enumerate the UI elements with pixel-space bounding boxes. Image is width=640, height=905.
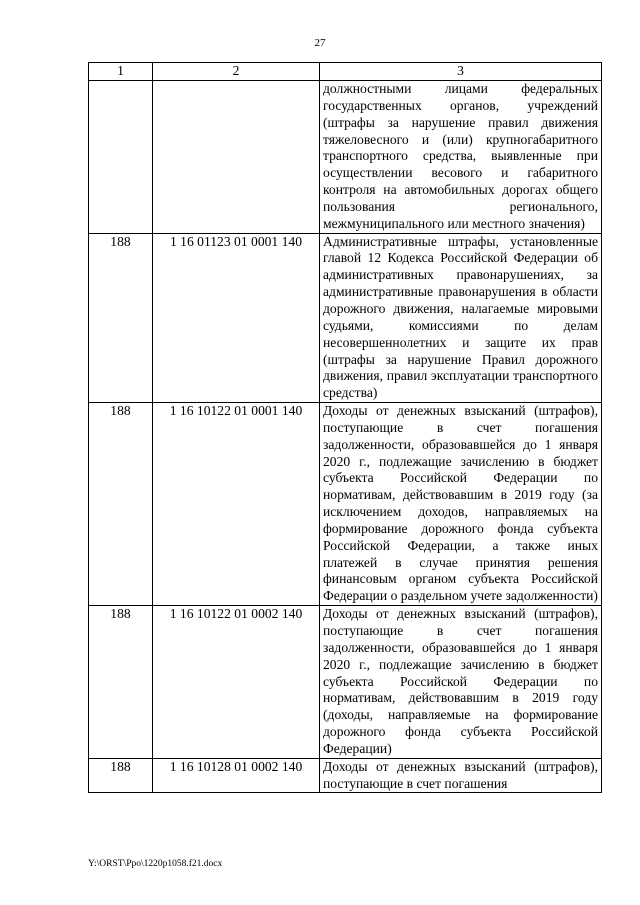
table-row	[89, 81, 602, 234]
table-row	[89, 758, 602, 793]
admin-code-cell: 188	[89, 758, 153, 793]
table-row	[89, 403, 602, 606]
budget-code-cell: 1 16 01123 01 0001 140	[153, 233, 320, 402]
header-col-2: 2	[153, 63, 320, 81]
page-number: 27	[314, 37, 326, 49]
budget-codes-table	[88, 62, 602, 793]
file-path-footer: Y:\ORST\Ppo\1220p1058.f21.docx	[88, 859, 223, 869]
header-col-3: 3	[320, 63, 602, 81]
budget-code-cell: 1 16 10122 01 0001 140	[153, 403, 320, 606]
admin-code-cell: 188	[89, 606, 153, 759]
table-header-row	[89, 63, 602, 81]
budget-code-cell: 1 16 10122 01 0002 140	[153, 606, 320, 759]
table-row	[89, 233, 602, 402]
description-cell: Доходы от денежных взысканий (штрафов), поступающие в счет погашения задолженности, образовавшейся до 1 января 2020 г., подлежащие зачислению в бюджет субъекта Российской Федерации по нормативам, действовавшим в 2019 году (за исключением доходов, направляемых на формирование дорожного фонда субъекта Российской Федерации, а также иных платежей в случае принятия решения финансовым органом субъекта Российской Федерации о раздельном учете задолженности)	[320, 403, 602, 606]
budget-code-cell: 1 16 10128 01 0002 140	[153, 758, 320, 793]
table-row	[89, 606, 602, 759]
budget-code-cell	[153, 81, 320, 234]
admin-code-cell: 188	[89, 233, 153, 402]
admin-code-cell: 188	[89, 403, 153, 606]
description-cell: Административные штрафы, установленные главой 12 Кодекса Российской Федерации об административных правонарушениях, за административные правонарушения в области дорожного движения, налагаемые мировыми судьями, комиссиями по делам несовершеннолетних и защите их прав (штрафы за нарушение Правил дорожного движения, правил эксплуатации транспортного средства)	[320, 233, 602, 402]
admin-code-cell	[89, 81, 153, 234]
description-cell: должностными лицами федеральных государственных органов, учреждений (штрафы за нарушение правил движения тяжеловесного и (или) крупногабаритного транспортного средства, выявленные при осуществлении весового и габаритного контроля на автомобильных дорогах общего пользования регионального, межмуниципального или местного значения)	[320, 81, 602, 234]
description-cell: Доходы от денежных взысканий (штрафов), поступающие в счет погашения задолженности, образовавшейся до 1 января 2020 г., подлежащие зачислению в бюджет субъекта Российской Федерации по нормативам, действовавшим в 2019 году (доходы, направляемые на формирование дорожного фонда субъекта Российской Федерации)	[320, 606, 602, 759]
header-col-1: 1	[89, 63, 153, 81]
description-cell: Доходы от денежных взысканий (штрафов), поступающие в счет погашения	[320, 758, 602, 793]
